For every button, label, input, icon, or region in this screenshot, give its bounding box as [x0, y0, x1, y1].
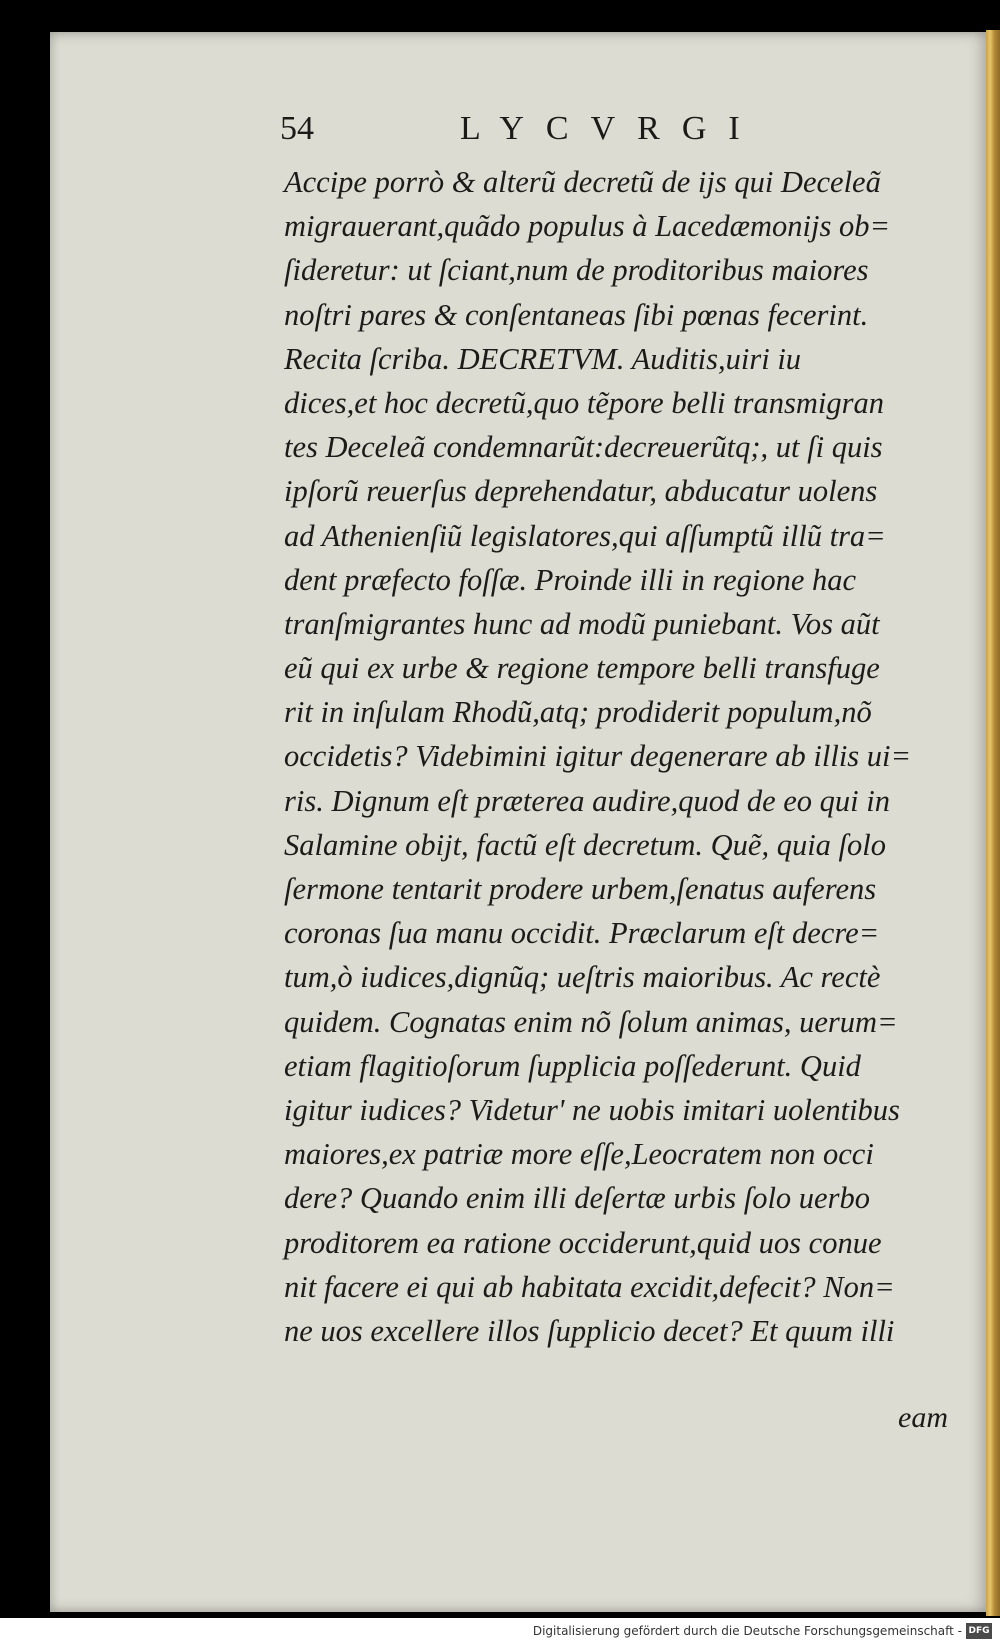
dfg-logo: DFG [966, 1623, 992, 1639]
footer-credit: Digitalisierung gefördert durch die Deutsche Forschungsgemeinschaft - [532, 1624, 962, 1638]
text-line: maiores,ex patriæ more eſſe,Leocratem non occi [284, 1137, 874, 1172]
page-edge [986, 30, 1000, 1616]
text-line: rit in inſulam Rhodũ,atq; prodiderit populum,nõ [284, 695, 872, 730]
text-line: proditorem ea ratione occiderunt,quid uos conue [284, 1225, 882, 1260]
running-head [280, 108, 980, 150]
page-number: 54 [280, 110, 314, 147]
running-head-title: LYCVRGI [460, 110, 762, 147]
text-line: tes Deceleã condemnarũt:decreuerũtq;, ut ſi quis [284, 430, 883, 465]
text-line: Recita ſcriba. DECRETVM. Auditis,uiri iu [284, 341, 802, 376]
text-line: ipſorũ reuerſus deprehendatur, abducatur uolens [284, 474, 878, 509]
text-line: ris. Dignum eſt præterea audire,quod de eo qui in [284, 783, 890, 818]
text-line: tranſmigrantes hunc ad modũ puniebant. Vos aũt [284, 606, 880, 641]
text-line: migrauerant,quãdo populus à Lacedæmonijs ob= [284, 209, 891, 244]
text-line: tum,ò iudices,dignũq; ueſtris maioribus. Ac rectè [284, 960, 881, 995]
text-line: dent præfecto foſſæ. Proinde illi in regione hac [284, 562, 857, 597]
text-line: ad Athenienſiũ legislatores,qui aſſumptũ illũ tra= [284, 518, 886, 553]
body-text [284, 160, 964, 1353]
text-line: coronas ſua manu occidit. Præclarum eſt decre= [284, 916, 880, 951]
text-line: ſermone tentarit prodere urbem,ſenatus auferens [284, 872, 877, 906]
text-line: dere? Quando enim illi deſertæ urbis ſolo uerbo [284, 1181, 870, 1216]
text-line: Accipe porrò & alterũ decretũ de ijs qui Deceleã [284, 165, 881, 199]
footer-bar [0, 1618, 1000, 1646]
text-line: occidetis? Videbimini igitur degenerare ab illis ui= [284, 739, 912, 774]
text-line: noſtri pares & conſentaneas ſibi pœnas fecerint. [284, 297, 869, 332]
text-line: etiam flagitioſorum ſupplicia poſſederunt. Quid [284, 1048, 861, 1083]
text-line: ne uos excellere illos ſupplicio decet? Et quum illi [284, 1313, 895, 1348]
text-line: igitur iudices? Videtur' ne uobis imitari uolentibus [284, 1092, 900, 1127]
text-line: ſideretur: ut ſciant,num de proditoribus maiores [284, 253, 869, 288]
catchword: eam [898, 1401, 948, 1434]
text-line: eũ qui ex urbe & regione tempore belli transfuge [284, 651, 880, 686]
text-line: Salamine obijt, factũ eſt decretum. Quẽ, quia ſolo [284, 827, 886, 862]
text-line: nit facere ei qui ab habitata excidit,defecit? Non= [284, 1269, 895, 1304]
text-line: dices,et hoc decretũ,quo tẽpore belli transmigran [284, 385, 884, 420]
text-line: quidem. Cognatas enim nõ ſolum animas, uerum= [284, 1004, 898, 1039]
